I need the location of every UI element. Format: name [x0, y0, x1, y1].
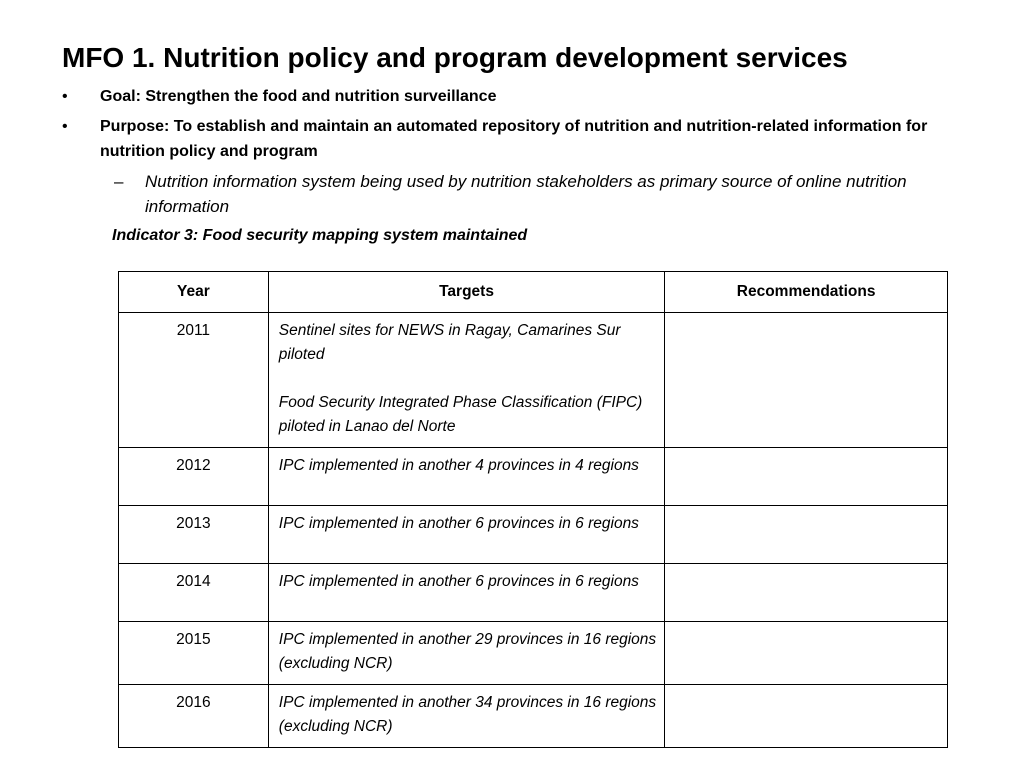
target-text: IPC implemented in another 34 provinces in 16 regions (excluding NCR) [278, 694, 657, 735]
target-cell [268, 448, 664, 506]
target-text: IPC implemented in another 6 provinces in 6 regions [278, 573, 639, 590]
sub-bullet [62, 169, 962, 219]
bullet-marker: • [62, 88, 68, 105]
target-text: IPC implemented in another 6 provinces in 6 regions [278, 515, 639, 532]
bullet-list [62, 84, 962, 248]
target-text: IPC implemented in another 4 provinces in 4 regions [278, 457, 639, 474]
recommendation-cell [665, 622, 948, 685]
year-cell: 2015 [119, 622, 269, 685]
table-row [119, 564, 948, 622]
target-cell [268, 506, 664, 564]
sub-bullet-marker: – [114, 172, 124, 191]
table-row [119, 313, 948, 448]
year-cell: 2014 [119, 564, 269, 622]
bullet-purpose-text: Purpose: To establish and maintain an automated repository of nutrition and nutrition-related information for nutrition policy and program [100, 118, 928, 160]
bullet-goal-text: Goal: Strengthen the food and nutrition surveillance [100, 88, 497, 105]
sub-bullet-text: Nutrition information system being used by nutrition stakeholders as primary source of online nutrition information [145, 172, 907, 216]
header-recommendations: Recommendations [665, 272, 948, 313]
recommendation-cell [665, 564, 948, 622]
bullet-goal [62, 84, 962, 109]
table-row [119, 622, 948, 685]
target-cell [268, 564, 664, 622]
table-header-row [119, 272, 948, 313]
bullet-marker: • [62, 118, 68, 135]
target-text: Sentinel sites for NEWS in Ragay, Camarines Sur piloted [278, 322, 621, 363]
indicator-heading: Indicator 3: Food security mapping system maintained [112, 227, 528, 244]
target-cell [268, 622, 664, 685]
table-row [119, 685, 948, 748]
slide-title: MFO 1. Nutrition policy and program development services [62, 42, 848, 73]
recommendation-cell [665, 313, 948, 448]
bullet-purpose [62, 114, 962, 164]
target-cell [268, 685, 664, 748]
table-row [119, 506, 948, 564]
recommendation-cell [665, 506, 948, 564]
header-year: Year [119, 272, 269, 313]
header-targets: Targets [268, 272, 664, 313]
table-row [119, 448, 948, 506]
target-text: Food Security Integrated Phase Classification (FIPC) piloted in Lanao del Norte [278, 394, 643, 435]
year-cell: 2013 [119, 506, 269, 564]
recommendation-cell [665, 685, 948, 748]
targets-table [118, 271, 948, 748]
recommendation-cell [665, 448, 948, 506]
year-cell: 2011 [119, 313, 269, 448]
year-cell: 2016 [119, 685, 269, 748]
year-cell: 2012 [119, 448, 269, 506]
target-cell [268, 313, 664, 448]
target-text: IPC implemented in another 29 provinces in 16 regions (excluding NCR) [278, 631, 657, 672]
